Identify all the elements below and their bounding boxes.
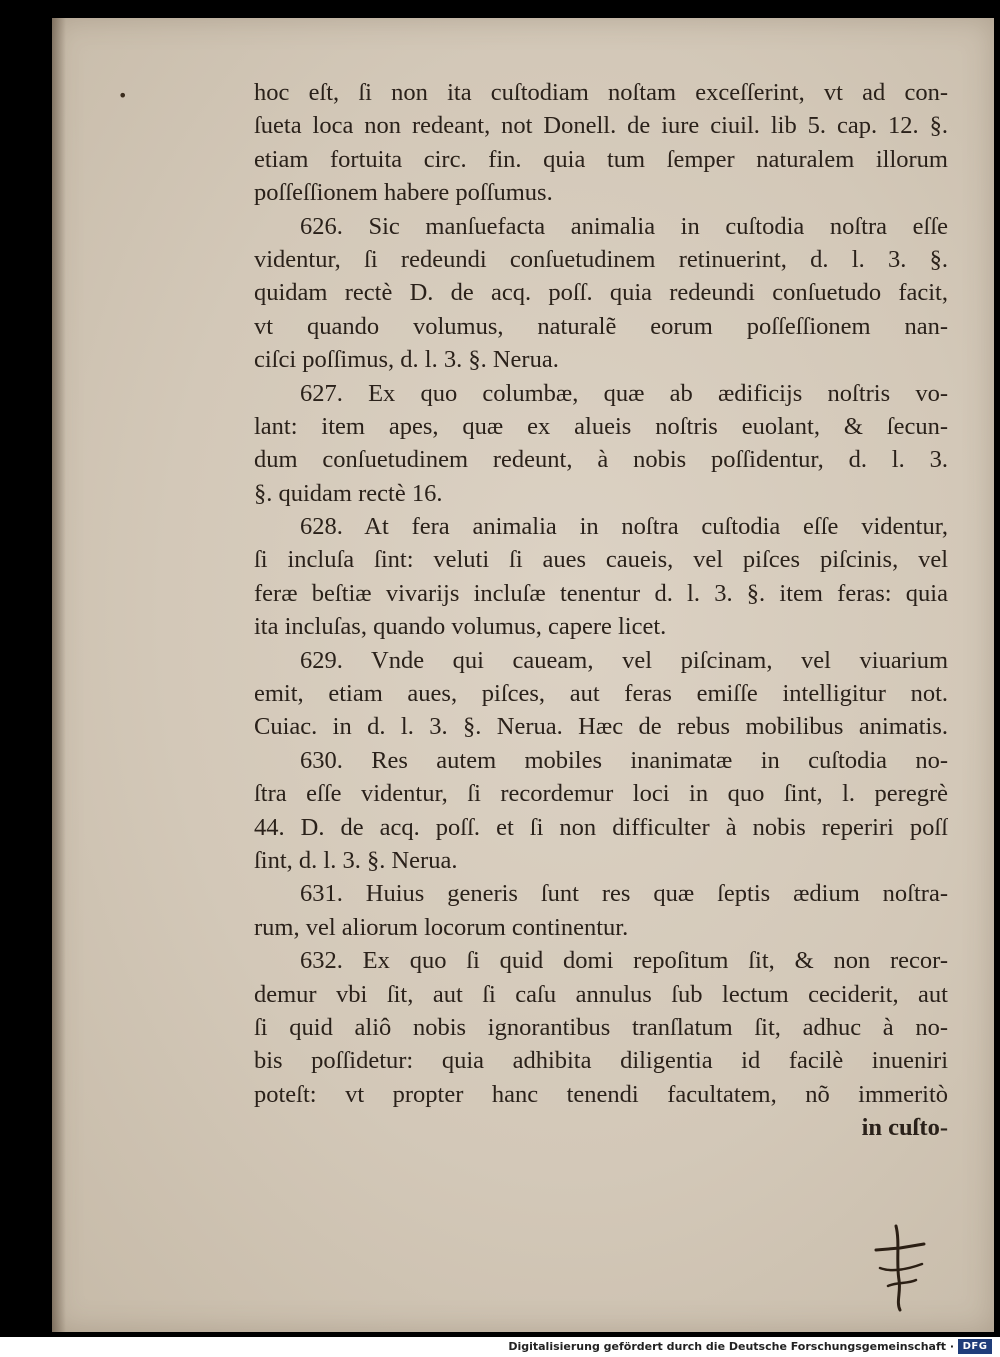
text-line: vt quando volumus, naturalẽ eorum poſſeſſionem nan- [254, 312, 948, 340]
text-line: Cuiac. in d. l. 3. §. Nerua. Hæc de rebus mobilibus animatis. [254, 713, 948, 741]
text-line: poſſeſſionem habere poſſumus. [254, 179, 553, 207]
paragraph-632-start: 632. Ex quo ſi quid domi repoſitum ſit, & non recor- [300, 947, 948, 975]
text-line: hoc eſt, ſi non ita cuſtodiam noſtam exceſſerint, vt ad con- [254, 79, 948, 106]
paragraph-628-start: 628. At fera animalia in noſtra cuſtodia eſſe videntur, [300, 513, 948, 541]
text-line: ſint, d. l. 3. §. Nerua. [254, 846, 458, 874]
paragraph-627-start: 627. Ex quo columbæ, quæ ab ædificijs noſtris vo- [300, 379, 948, 407]
text-line: ita incluſas, quando volumus, capere licet. [254, 613, 667, 641]
paragraph-626-start: 626. Sic manſuefacta animalia in cuſtodia noſtra eſſe [300, 212, 948, 240]
paragraph-629-start: 629. Vnde qui caueam, vel piſcinam, vel viuarium [300, 646, 948, 674]
text-line: feræ beſtiæ vivarijs incluſæ tenentur d. l. 3. §. item feras: quia [254, 579, 948, 607]
text-line: ſueta loca non redeant, not Donell. de iure ciuil. lib 5. cap. 12. §. [254, 112, 948, 140]
text-line: ſi quid aliô nobis ignorantibus tranſlatum ſit, adhuc à no- [254, 1013, 948, 1041]
text-line: videntur, ſi redeundi conſuetudinem retinuerint, d. l. 3. §. [254, 245, 948, 273]
text-line: ciſci poſſimus, d. l. 3. §. Nerua. [254, 346, 559, 374]
text-line: 44. D. de acq. poſſ. et ſi non difficulter à nobis reperiri poſſ [254, 813, 948, 841]
text-line: rum, vel aliorum locorum continentur. [254, 913, 629, 941]
margin-dot-mark: • [118, 86, 128, 105]
text-line: bis poſſidetur: quia adhibita diligentia id facilè inueniri [254, 1047, 948, 1075]
text-line: §. quidam rectè 16. [254, 479, 443, 507]
digitization-footer [0, 1337, 1000, 1357]
paragraph-630-start: 630. Res autem mobiles inanimatæ in cuſtodia no- [300, 746, 948, 774]
footer-credit: Digitalisierung gefördert durch die Deutsche Forschungsgemeinschaft · [508, 1340, 954, 1353]
dfg-logo: DFG [958, 1339, 992, 1354]
page-text-block [254, 76, 948, 1145]
text-line: quidam rectè D. de acq. poſſ. quia redeundi conſuetudo facit, [254, 279, 948, 307]
text-line: etiam fortuita circ. fin. quia tum ſemper naturalem illorum [254, 145, 948, 173]
catchword: in cuſto- [861, 1114, 948, 1142]
text-line: lant: item apes, quæ ex alueis noſtris euolant, & ſecun- [254, 412, 948, 440]
text-line: demur vbi ſit, aut ſi caſu annulus ſub lectum ceciderit, aut [254, 980, 948, 1008]
text-line: ſi incluſa ſint: veluti ſi aues caueis, vel piſces piſcinis, vel [254, 546, 948, 574]
binding-shadow [52, 18, 66, 1332]
text-line: emit, etiam aues, piſces, aut feras emiſſe intelligitur not. [254, 680, 948, 708]
handwritten-mark-icon [866, 1222, 936, 1312]
text-line: dum conſuetudinem redeunt, à nobis poſſidentur, d. l. 3. [254, 446, 948, 474]
text-line: poteſt: vt propter hanc tenendi facultatem, nõ immeritò [254, 1080, 948, 1108]
text-line: ſtra eſſe videntur, ſi recordemur loci in quo ſint, l. peregrè [254, 780, 948, 808]
paragraph-631-start: 631. Huius generis ſunt res quæ ſeptis ædium noſtra- [300, 880, 948, 908]
